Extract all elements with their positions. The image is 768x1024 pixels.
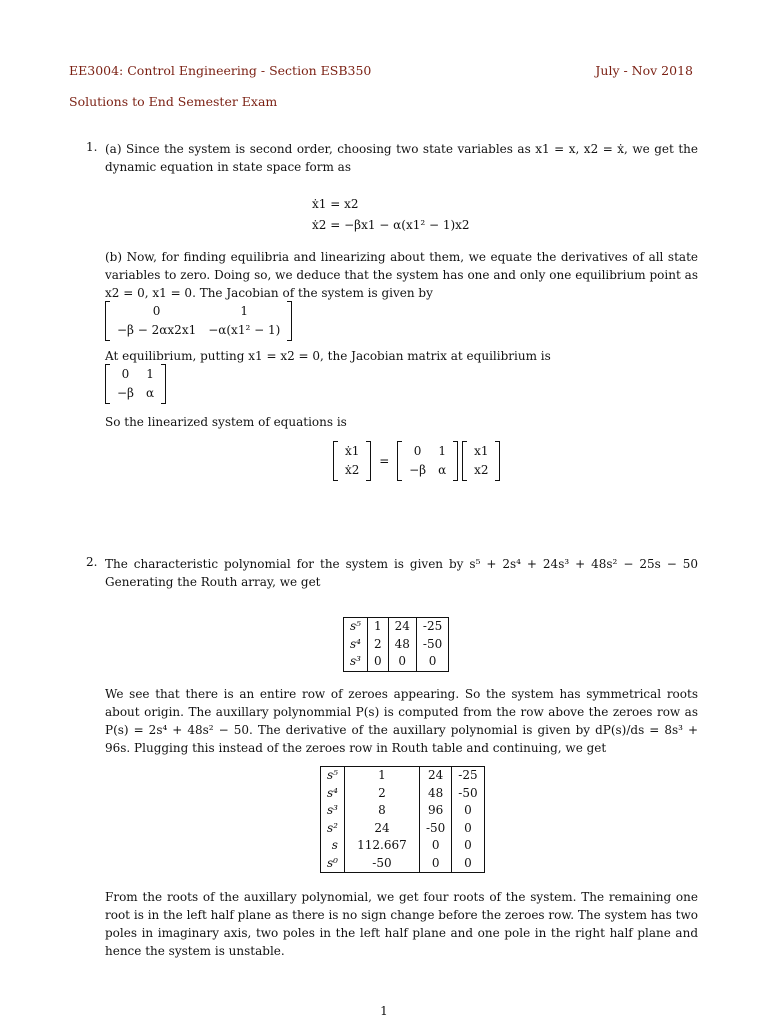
matrix-cell: 0 (413, 444, 422, 458)
routh-row (344, 618, 449, 636)
routh-cell: 0 (452, 837, 484, 855)
routh-cell: 2 (367, 636, 388, 654)
routh-row (344, 636, 449, 654)
matrix-cell: α (438, 463, 447, 477)
routh-row-label: s³ (321, 802, 345, 820)
jacobian-eq-cell: −β (117, 386, 134, 400)
routh-cell: -25 (416, 618, 448, 636)
routh-cell: 0 (419, 837, 451, 855)
q2-conclusion-text: From the roots of the auxillary polynomial, we get four roots of the system. The remaining one root is in the left half plane as there is no sign change before the zeroes row. The system has two poles in imaginary axis, two poles in the left half plane and one pole in the right half plane and hence the system is unstable. (105, 890, 698, 958)
jacobian-matrix (105, 301, 292, 341)
routh-cell: 1 (367, 618, 388, 636)
routh-row-label: s⁴ (321, 785, 345, 803)
routh-cell: 24 (419, 767, 451, 785)
jacobian-cell: 1 (240, 304, 249, 318)
jacobian-cell: −α(x1² − 1) (208, 323, 281, 337)
routh-row (321, 820, 485, 838)
routh-cell: -50 (416, 636, 448, 654)
routh-row (344, 653, 449, 671)
routh-row (321, 855, 485, 873)
jacobian-eq-cell: 1 (146, 367, 154, 381)
jacobian-cell: −β − 2αx2x1 (117, 323, 197, 337)
routh-cell: 0 (452, 802, 484, 820)
rhs-cell: x1 (474, 444, 489, 458)
routh-row-label: s² (321, 820, 345, 838)
matrix-cell: −β (409, 463, 427, 477)
routh-cell: -25 (452, 767, 484, 785)
routh-row-label: s (321, 837, 345, 855)
jacobian-eq-cell: α (146, 386, 155, 400)
q2-middle-text: We see that there is an entire row of zeroes appearing. So the system has symmetrical roots about origin. The auxillary polynommial P(s) is computed from the row above the zeroes row as P(s) = 2s⁴ + 48s² − 50. The derivative of the auxillary polynomial is given by dP(s)/ds = 8s³ + 96s. Plugging this instead of the zeroes row in Routh table and continuing, we get (105, 687, 698, 755)
page-number: 1 (380, 1004, 388, 1018)
rhs-cell: x2 (474, 463, 489, 477)
routh-cell: 112.667 (344, 837, 419, 855)
routh-cell: -50 (344, 855, 419, 873)
semester-date: July - Nov 2018 (595, 63, 693, 78)
question-2-number: 2. (86, 555, 98, 569)
routh-cell: 96 (419, 802, 451, 820)
course-title: EE3004: Control Engineering - Section ESB350 (69, 63, 372, 78)
lhs-cell: ẋ2 (345, 463, 360, 477)
routh-row-label: s³ (344, 653, 368, 671)
linearized-text: So the linearized system of equations is (105, 415, 347, 429)
routh-cell: 0 (452, 855, 484, 873)
q1-part-a-text: (a) Since the system is second order, choosing two state variables as x1 = x, x2 = ẋ, we get the dynamic equation in state space form as (105, 142, 698, 174)
routh-cell: -50 (419, 820, 451, 838)
routh-row (321, 767, 485, 785)
routh-row-label: s⁵ (344, 618, 368, 636)
routh-row-label: s⁵ (321, 767, 345, 785)
routh-row (321, 802, 485, 820)
state-equation-2: ẋ2 = −βx1 − α(x1² − 1)x2 (312, 218, 470, 232)
routh-cell: 24 (388, 618, 416, 636)
linearized-system (333, 441, 500, 481)
routh-cell: 48 (388, 636, 416, 654)
jacobian-cell: 0 (152, 304, 161, 318)
q1-part-b-text: (b) Now, for finding equilibria and linearizing about them, we equate the derivatives of all state variables to zero. Doing so, we deduce that the system has one and only one equilibrium point as x2 = 0, x1 = 0. The Jacobian of the system is given by (105, 250, 698, 300)
jacobian-eq-cell: 0 (121, 367, 130, 381)
routh-cell: 24 (344, 820, 419, 838)
routh-cell: 0 (452, 820, 484, 838)
matrix-cell: 1 (438, 444, 446, 458)
document-subtitle: Solutions to End Semester Exam (69, 94, 278, 109)
routh-cell: 48 (419, 785, 451, 803)
lhs-cell: ẋ1 (345, 444, 360, 458)
routh-cell: 0 (388, 653, 416, 671)
equals-sign: = (379, 454, 390, 468)
question-1-number: 1. (86, 140, 98, 154)
routh-row (321, 837, 485, 855)
routh-row (321, 785, 485, 803)
routh-cell: 0 (419, 855, 451, 873)
routh-cell: 2 (344, 785, 419, 803)
routh-row-label: s⁰ (321, 855, 345, 873)
routh-cell: 0 (416, 653, 448, 671)
routh-row-label: s⁴ (344, 636, 368, 654)
routh-cell: 0 (367, 653, 388, 671)
jacobian-equilibrium-matrix (105, 364, 166, 404)
routh-cell: 8 (344, 802, 419, 820)
state-equation-1: ẋ1 = x2 (312, 197, 359, 211)
at-equilibrium-text: At equilibrium, putting x1 = x2 = 0, the Jacobian matrix at equilibrium is (105, 349, 551, 363)
routh-cell: 1 (344, 767, 419, 785)
q2-intro-text: The characteristic polynomial for the system is given by s⁵ + 2s⁴ + 24s³ + 48s² − 25s − 50 Generating the Routh array, we get (105, 557, 698, 589)
routh-table-complete (320, 766, 485, 873)
routh-cell: -50 (452, 785, 484, 803)
routh-table-initial (343, 617, 449, 672)
